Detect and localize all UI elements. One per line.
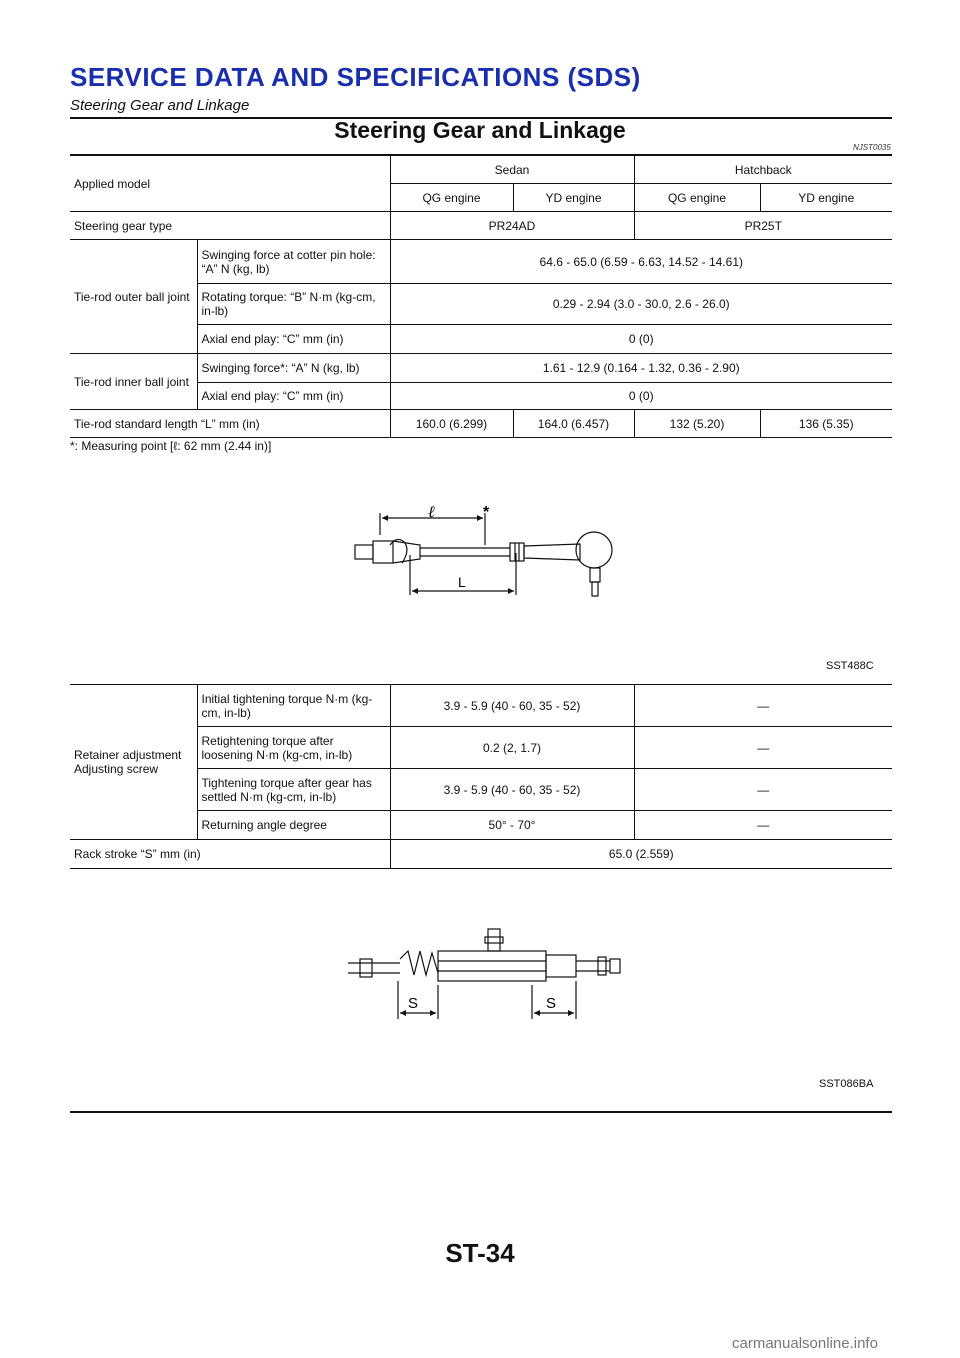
page-header-subtitle: Steering Gear and Linkage (70, 97, 250, 114)
retainer-row-value: 50° - 70° (390, 811, 634, 840)
tie-rod-length-value: 164.0 (6.457) (513, 410, 634, 438)
retainer-row-label: Retightening torque after loosening N·m (kg-cm, in-lb) (197, 727, 390, 769)
spec-table-retainer (70, 684, 892, 869)
inner-axial-value: 0 (0) (390, 383, 892, 410)
inner-swing-value: 1.61 - 12.9 (0.164 - 1.32, 0.36 - 2.90) (390, 354, 892, 383)
section-code: NJST0035 (853, 143, 891, 152)
engine-header: QG engine (390, 184, 513, 212)
rack-stroke-label: Rack stroke “S” mm (in) (70, 840, 390, 869)
retainer-row-hatchback: — (634, 811, 892, 840)
outer-swing-label: Swinging force at cotter pin hole: “A” N (kg, lb) (197, 240, 390, 284)
outer-rotating-value: 0.29 - 2.94 (3.0 - 30.0, 2.6 - 26.0) (390, 284, 892, 325)
figure-label-s: S (408, 995, 419, 1012)
retainer-row-label: Tightening torque after gear has settled N·m (kg-cm, in-lb) (197, 769, 390, 811)
section-end-divider (70, 1111, 892, 1113)
figure-label-L: L (458, 574, 466, 590)
gear-type-label: Steering gear type (70, 212, 390, 240)
outer-rotating-label: Rotating torque: “B” N·m (kg-cm, in-lb) (197, 284, 390, 325)
outer-axial-label: Axial end play: “C” mm (in) (197, 325, 390, 354)
retainer-row-hatchback: — (634, 769, 892, 811)
engine-header: QG engine (634, 184, 760, 212)
retainer-row-hatchback: — (634, 685, 892, 727)
retainer-row-hatchback: — (634, 727, 892, 769)
section-title: Steering Gear and Linkage (334, 117, 626, 143)
rack-stroke-value: 65.0 (2.559) (390, 840, 892, 869)
sedan-header: Sedan (390, 156, 634, 184)
figure-code: SST488C (826, 660, 874, 672)
outer-swing-value: 64.6 - 65.0 (6.59 - 6.63, 14.52 - 14.61) (390, 240, 892, 284)
applied-model-label: Applied model (70, 156, 390, 212)
tie-rod-length-value: 136 (5.35) (760, 410, 892, 438)
retainer-row-value: 3.9 - 5.9 (40 - 60, 35 - 52) (390, 769, 634, 811)
tie-rod-length-label: Tie-rod standard length “L” mm (in) (70, 410, 390, 438)
retainer-row-label: Initial tightening torque N·m (kg-cm, in-lb) (197, 685, 390, 727)
tie-rod-figure (350, 505, 620, 605)
retainer-label: Retainer adjustment Adjusting screw (70, 685, 197, 840)
figure-label-s: S (546, 995, 557, 1012)
outer-ball-joint-label: Tie-rod outer ball joint (70, 240, 197, 354)
measuring-point-note: *: Measuring point [ℓ: 62 mm (2.44 in)] (70, 439, 272, 453)
engine-header: YD engine (513, 184, 634, 212)
hatchback-header: Hatchback (634, 156, 892, 184)
engine-header: YD engine (760, 184, 892, 212)
tie-rod-length-value: 132 (5.20) (634, 410, 760, 438)
retainer-row-value: 3.9 - 5.9 (40 - 60, 35 - 52) (390, 685, 634, 727)
page-number: ST-34 (445, 1238, 515, 1268)
rack-stroke-figure (340, 915, 630, 1025)
figure-label-star: * (483, 505, 490, 521)
tie-rod-length-value: 160.0 (6.299) (390, 410, 513, 438)
retainer-row-label: Returning angle degree (197, 811, 390, 840)
gear-type-hatchback: PR25T (634, 212, 892, 240)
inner-swing-label: Swinging force*: “A” N (kg, lb) (197, 354, 390, 383)
watermark: carmanualsonline.info (732, 1335, 878, 1352)
inner-axial-label: Axial end play: “C” mm (in) (197, 383, 390, 410)
page-header-title: SERVICE DATA AND SPECIFICATIONS (SDS) (70, 62, 641, 92)
retainer-row-value: 0.2 (2, 1.7) (390, 727, 634, 769)
inner-ball-joint-label: Tie-rod inner ball joint (70, 354, 197, 410)
figure-code: SST086BA (819, 1078, 874, 1090)
outer-axial-value: 0 (0) (390, 325, 892, 354)
figure-label-l-script: ℓ (428, 505, 435, 521)
spec-table-linkage (70, 155, 892, 438)
gear-type-sedan: PR24AD (390, 212, 634, 240)
